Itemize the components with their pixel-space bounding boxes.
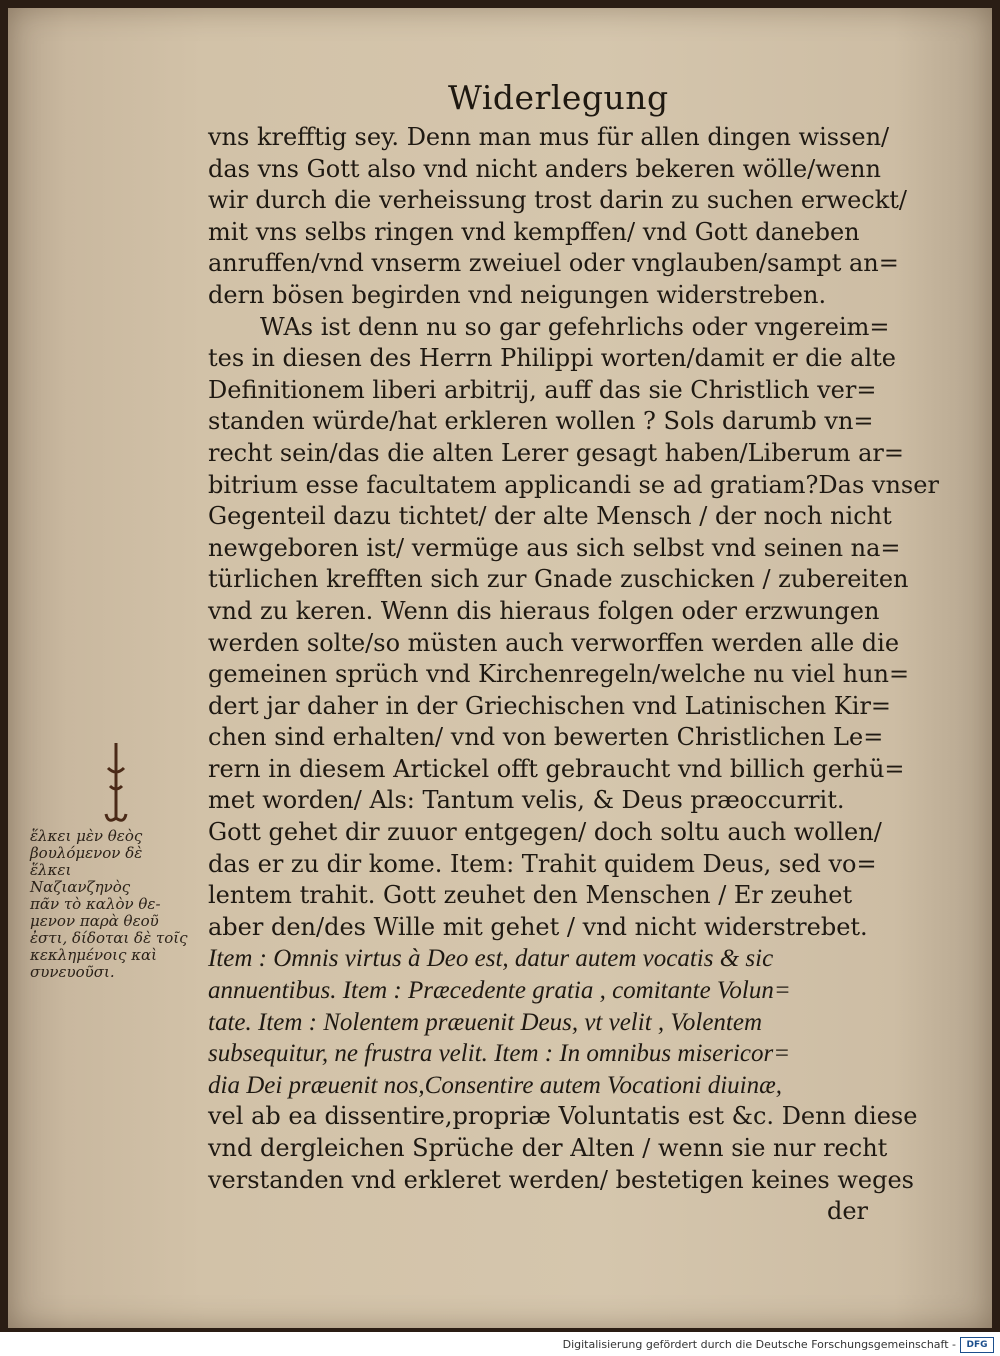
text-line: vel ab ea dissentire,propriæ Voluntatis est &c. Denn diese: [208, 1102, 918, 1131]
margin-note-line: ἐστι, δίδοται δὲ τοῖς: [30, 929, 188, 947]
footer-credit: Digitalisierung gefördert durch die Deutsche Forschungsgemeinschaft -: [562, 1338, 956, 1351]
handwritten-margin-note: [30, 828, 210, 981]
margin-note-line: πᾶν τὸ καλὸν θε-: [30, 895, 161, 913]
text-line: met worden/ Als: Tantum velis, & Deus præoccurrit.: [208, 786, 845, 815]
dfg-logo[interactable]: DFG: [960, 1337, 994, 1353]
text-line: dern bösen begirden vnd neigungen widerstreben.: [208, 280, 827, 309]
marginal-manicule-mark: [96, 738, 136, 828]
text-line: Gott gehet dir zuuor entgegen/ doch soltu auch wollen/: [208, 818, 882, 847]
margin-note-line: ἕλκει μὲν θεὸς: [30, 827, 143, 845]
text-line: gemeinen sprüch vnd Kirchenregeln/welche nu viel hun=: [208, 660, 910, 689]
text-line: newgeboren ist/ vermüge aus sich selbst vnd seinen na=: [208, 533, 901, 562]
text-line: tate. Item : Nolentem præuenit Deus, vt velit , Volentem: [208, 1008, 763, 1036]
catchword: der: [826, 1197, 868, 1226]
text-line: vnd dergleichen Sprüche der Alten / wenn sie nur recht: [208, 1134, 888, 1162]
text-line: subsequitur, ne frustra velit. Item : In omnibus misericor=: [208, 1040, 791, 1068]
text-line: Gegenteil dazu tichtet/ der alte Mensch / der noch nicht: [208, 502, 892, 531]
text-line: aber den/des Wille mit gehet / vnd nicht widerstrebet.: [208, 912, 868, 941]
text-line: rern in diesem Artickel offt gebraucht vnd billich gerhü=: [208, 754, 905, 783]
text-line: vnd zu keren. Wenn dis hieraus folgen oder erzwungen: [208, 596, 880, 625]
text-line: recht sein/das die alten Lerer gesagt haben/Liberum ar=: [208, 438, 904, 467]
text-line: chen sind erhalten/ vnd von bewerten Christlichen Le=: [208, 723, 884, 752]
text-line: Definitionem liberi arbitrij, auff das sie Christlich ver=: [208, 375, 877, 404]
text-line: wir durch die verheissung trost darin zu suchen erweckt/: [208, 186, 908, 215]
text-line: bitrium esse facultatem applicandi se ad gratiam?Das vnser: [208, 470, 939, 499]
text-line: anruffen/vnd vnserm zweiuel oder vnglauben/sampt an=: [208, 249, 899, 278]
margin-note-line: μενον παρὰ θεοῦ: [30, 912, 159, 930]
text-line: Item : Omnis virtus à Deo est, datur autem vocatis & sic: [208, 945, 774, 973]
margin-note-line: κεκλημένοις καὶ: [30, 946, 158, 964]
text-line: türlichen krefften sich zur Gnade zuschicken / zubereiten: [208, 565, 909, 594]
running-header: Widerlegung: [448, 78, 669, 117]
text-line: mit vns selbs ringen vnd kempffen/ vnd Gott daneben: [208, 217, 860, 246]
text-line: tes in diesen des Herrn Philippi worten/damit er die alte: [208, 344, 896, 373]
text-line: das er zu dir kome. Item: Trahit quidem Deus, sed vo=: [208, 849, 877, 878]
text-line: dert jar daher in der Griechischen vnd Latinischen Kir=: [208, 691, 892, 720]
text-line: verstanden vnd erkleret werden/ bestetigen keines weges: [208, 1165, 914, 1194]
margin-note-line: βουλόμενον δὲ: [30, 844, 143, 862]
text-line: dia Dei præuenit nos,Consentire autem Vocationi diuinæ,: [208, 1071, 783, 1099]
book-page: [8, 8, 992, 1328]
text-line: standen würde/hat erkleren wollen ? Sols darumb vn=: [208, 407, 874, 436]
text-line: lentem trahit. Gott zeuhet den Menschen / Er zeuhet: [208, 881, 853, 910]
text-line: das vns Gott also vnd nicht anders bekeren wölle/wenn: [208, 154, 881, 183]
margin-note-line: συνευοῦσι.: [30, 963, 115, 981]
text-line: annuentibus. Item : Præcedente gratia , comitante Volun=: [208, 977, 791, 1005]
text-line: vns krefftig sey. Denn man mus für allen dingen wissen/: [208, 123, 890, 151]
main-text-block: [208, 122, 939, 1228]
margin-note-line: ἕλκει: [30, 861, 72, 879]
footer-bar: [0, 1334, 1000, 1356]
margin-note-line: Ναζιανζηνὸς: [30, 878, 131, 896]
text-line: werden solte/so müsten auch verworffen werden alle die: [208, 628, 900, 657]
text-line: WAs ist denn nu so gar gefehrlichs oder vngereim=: [260, 312, 890, 341]
